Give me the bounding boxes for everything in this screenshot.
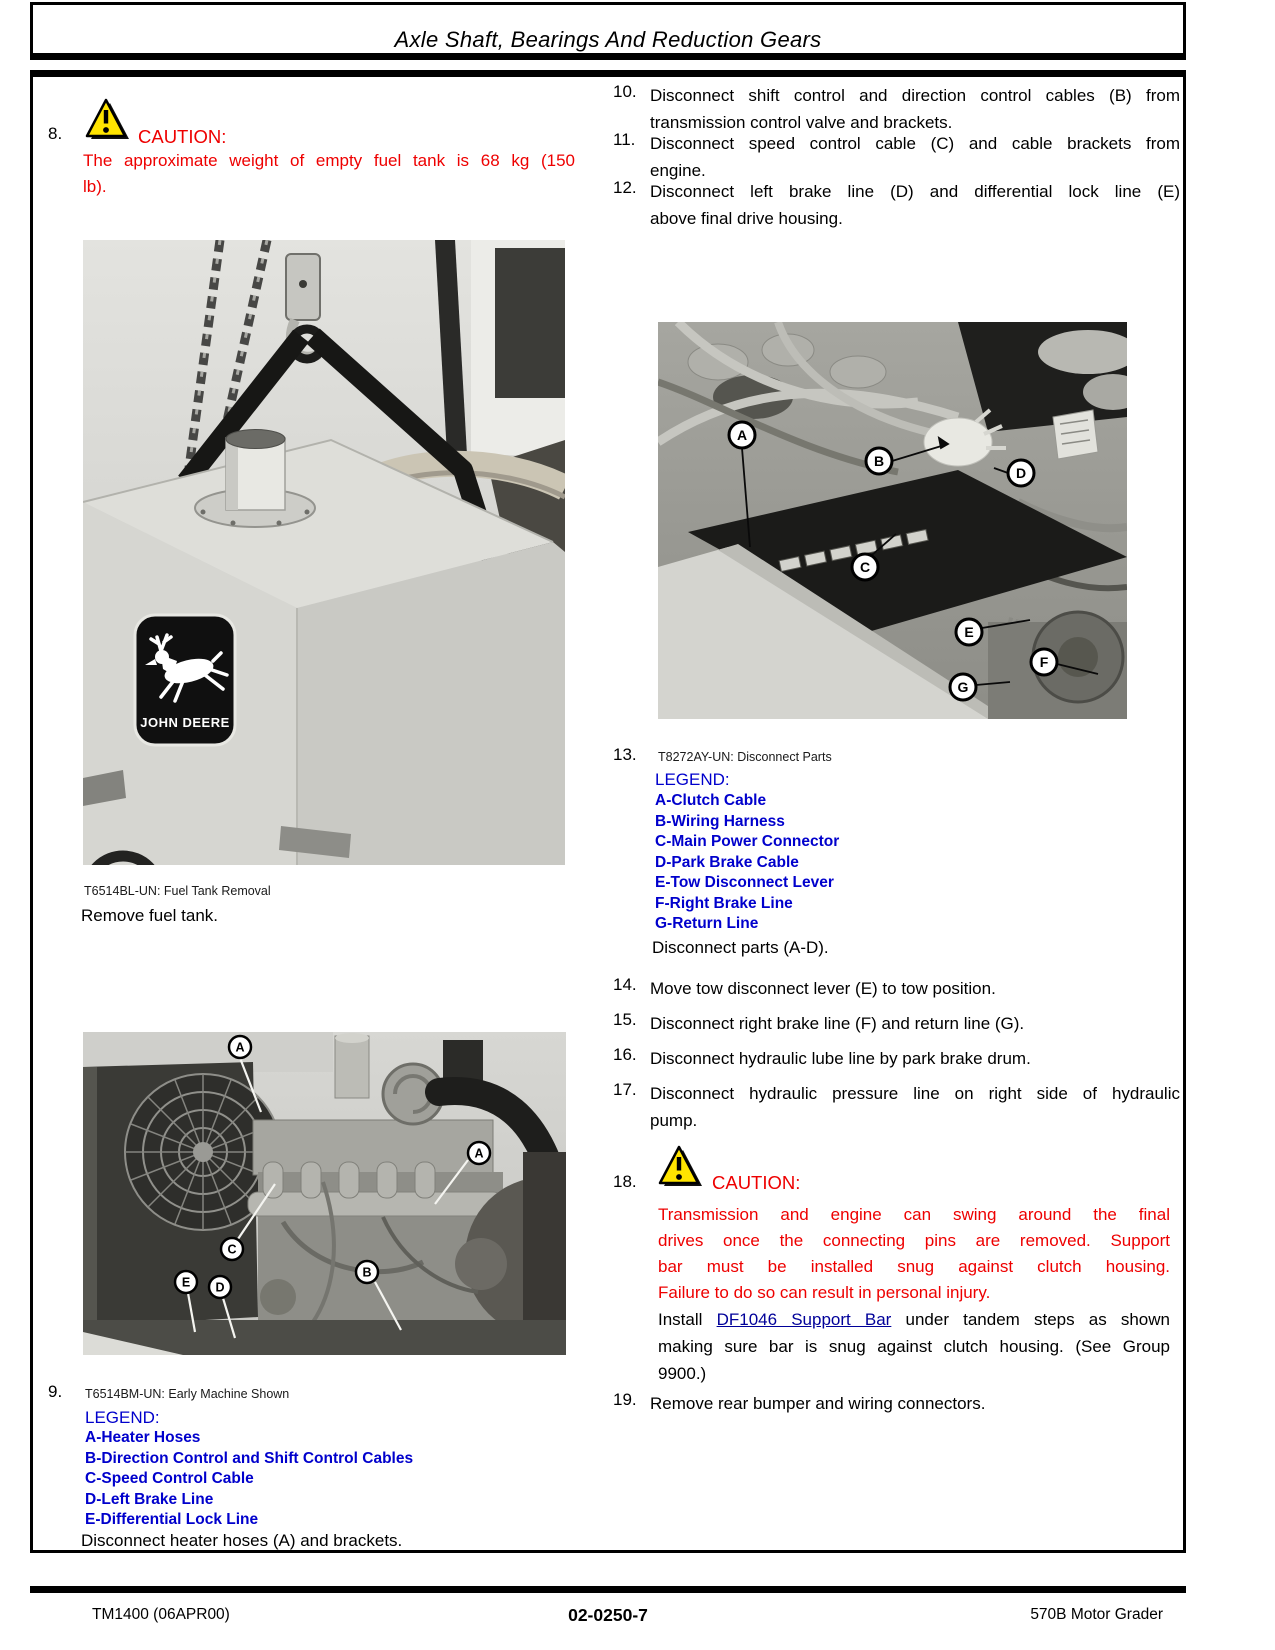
item-19-text: Remove rear bumper and wiring connectors.: [650, 1394, 986, 1413]
item-15-number: 15.: [613, 1010, 637, 1029]
item-14-text: Move tow disconnect lever (E) to tow position.: [650, 979, 996, 998]
callout-label: E: [181, 1275, 191, 1290]
item-12-text: Disconnect left brake line (D) and differential lock line (E) above final drive housing.: [650, 182, 1180, 228]
install-line-1: Install DF1046 Support Bar under tandem steps as shown: [658, 1310, 1170, 1329]
item-13-legend-label: LEGEND:: [655, 770, 730, 789]
item-16-text: Disconnect hydraulic lube line by park brake drum.: [650, 1049, 1031, 1068]
callout-label: D: [215, 1280, 225, 1295]
legend-item: B-Wiring Harness: [655, 812, 785, 830]
remove-fuel-tank-note: Remove fuel tank.: [81, 906, 219, 925]
item-19-number: 19.: [613, 1390, 637, 1409]
item-13-caption: T8272AY-UN: Disconnect Parts: [658, 750, 832, 764]
parts-tag: [1053, 410, 1098, 459]
df1046-support-bar-link[interactable]: DF1046 Support Bar: [716, 1310, 892, 1329]
item-15-text: Disconnect right brake line (F) and return line (G).: [650, 1014, 1025, 1033]
item-8-number: 8.: [48, 124, 63, 143]
callout-label: G: [957, 679, 969, 696]
page-header-box: [30, 2, 1186, 60]
warning-triangle-icon: [657, 1145, 703, 1198]
callout-label: E: [964, 624, 974, 641]
item-17-number: 17.: [613, 1080, 637, 1099]
footer-page-number: 02-0250-7: [568, 1605, 648, 1625]
item-17-text: Disconnect hydraulic pressure line on right side of hydraulic pump.: [650, 1084, 1180, 1130]
cab-window: [495, 248, 565, 398]
legend-item: B-Direction Control and Shift Control Cables: [85, 1449, 414, 1467]
callout-label: A: [474, 1146, 484, 1161]
legend-item: F-Right Brake Line: [655, 894, 793, 912]
item-9-note: Disconnect heater hoses (A) and brackets.: [81, 1531, 403, 1550]
callout-label: B: [362, 1265, 372, 1280]
callout-label: D: [1015, 465, 1027, 482]
item-18-caution-label: CAUTION:: [712, 1172, 801, 1193]
john-deere-logo: [135, 615, 235, 745]
item-13-note: Disconnect parts (A-D).: [652, 938, 829, 957]
legend-item: A-Clutch Cable: [655, 792, 767, 809]
legend-item: G-Return Line: [655, 915, 759, 932]
item-9-legend-label: LEGEND:: [85, 1408, 160, 1427]
item-8-caution-text: The approximate weight of empty fuel tank is 68 kg (150 lb).: [83, 151, 575, 196]
callout-label: A: [736, 427, 748, 444]
figure-fuel-tank-photo: [83, 240, 565, 870]
warning-triangle-icon: [84, 98, 130, 151]
item-11-number: 11.: [613, 130, 636, 149]
item-18-number: 18.: [613, 1172, 637, 1191]
callout-label: C: [859, 559, 871, 576]
footer-model: 570B Motor Grader: [1030, 1606, 1163, 1623]
figure-engine-photo: [83, 1032, 566, 1360]
item-18-caution-text: Transmission and engine can swing around the final drives once the connecting pins are removed. Support bar must be installed snug against clutch housing. Failure to do so can result in personal injury.: [658, 1205, 1170, 1302]
legend-item: E-Differential Lock Line: [85, 1511, 259, 1528]
figure-fuel-tank-caption: T6514BL-UN: Fuel Tank Removal: [84, 884, 271, 898]
footer-manual-number: TM1400 (06APR00): [92, 1606, 230, 1623]
figure-disconnect-parts-photo: [658, 322, 1127, 724]
callout-label: F: [1039, 654, 1049, 671]
item-9-number: 9.: [48, 1382, 63, 1401]
legend-item: E-Tow Disconnect Lever: [655, 874, 834, 891]
page-title: Axle Shaft, Bearings And Reduction Gears: [394, 27, 822, 52]
item-10-number: 10.: [613, 82, 637, 101]
item-11-text: Disconnect speed control cable (C) and cable brackets from engine.: [650, 134, 1180, 180]
callout-label: B: [873, 453, 885, 470]
item-12-number: 12.: [613, 178, 637, 197]
wiring-harness-connector: [924, 418, 992, 466]
legend-item: D-Left Brake Line: [85, 1490, 214, 1508]
footer-rule: [30, 1586, 1186, 1593]
item-13-number: 13.: [613, 745, 637, 764]
item-9-caption: T6514BM-UN: Early Machine Shown: [85, 1387, 290, 1401]
john-deere-logo-text: JOHN DEERE: [140, 715, 230, 730]
callout-label: A: [235, 1040, 245, 1055]
item-14-number: 14.: [613, 975, 637, 994]
legend-item: D-Park Brake Cable: [655, 853, 799, 871]
item-18-install-text: Install DF1046 Support Bar under tandem steps as shown making sure bar is snug against clutch housing. (See Group 9900.): [658, 1306, 1170, 1387]
item-8-caution-label: CAUTION:: [138, 126, 227, 147]
item-16-number: 16.: [613, 1045, 637, 1064]
engine-block: [248, 1120, 503, 1322]
callout-label: C: [227, 1242, 237, 1257]
legend-item: C-Main Power Connector: [655, 833, 840, 850]
legend-item: C-Speed Control Cable: [85, 1470, 254, 1487]
legend-item: A-Heater Hoses: [85, 1429, 201, 1446]
item-10-text: Disconnect shift control and direction control cables (B) from transmission control valve and brackets.: [650, 86, 1180, 132]
